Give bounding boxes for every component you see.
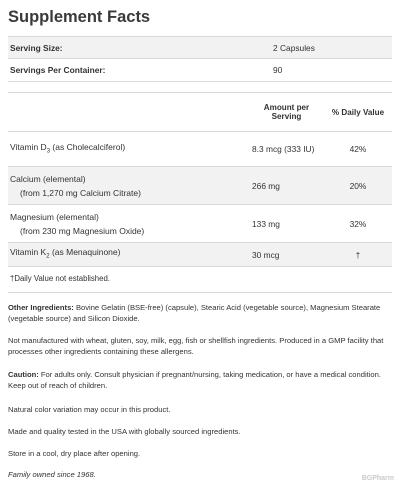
color-note: Natural color variation may occur in this product.: [8, 405, 171, 414]
nutrient-row: [8, 131, 392, 166]
nutrient-amount: 266 mg: [252, 180, 280, 191]
other-ingredients: Other Ingredients: Bovine Gelatin (BSE-free) (capsule), Stearic Acid (vegetable source), Magnesium Stearate (vegetable source) and Silicon Dioxide.: [8, 303, 381, 324]
dv-header: % Daily Value: [331, 107, 385, 117]
nutrient-row: [8, 204, 392, 242]
nutrient-row: [8, 166, 392, 204]
nutrient-amount: 133 mg: [252, 218, 280, 229]
made-note: Made and quality tested in the USA with globally sourced ingredients.: [8, 427, 241, 436]
nutrient-row: [8, 242, 392, 267]
page-title: Supplement Facts: [8, 8, 151, 26]
servings-row: [8, 58, 392, 81]
amount-header: Amount per Serving: [263, 103, 310, 121]
servings-value: 90: [273, 65, 283, 75]
serving-size-label: Serving Size:: [10, 42, 63, 53]
watermark: BGPharm: [361, 475, 394, 482]
store-note: Store in a cool, dry place after opening.: [8, 449, 141, 458]
servings-label: Servings Per Container:: [10, 65, 106, 75]
nutrient-name: Vitamin $D_3$ (as Cholecalciferol): [10, 141, 126, 155]
footnote: †Daily Value not established.: [8, 267, 392, 293]
nutrient-amount: 30 mcg: [252, 249, 280, 260]
nutrient-dv: 20%: [349, 180, 367, 191]
facts-table: [8, 36, 392, 293]
nutrient-dv: †: [355, 249, 361, 260]
serving-size-value: 2 Capsules: [273, 42, 315, 53]
nutrient-name: Vitamin $K_2$ (as Menaquinone): [10, 247, 121, 260]
caution-note: Caution: For adults only. Consult physician if pregnant/nursing, taking medication, or have a medical condition. Keep out of reach of children.: [8, 370, 381, 391]
column-header-row: [8, 92, 392, 131]
allergen-note: Not manufactured with wheat, gluten, soy, milk, egg, fish or shellfish ingredients. Produced in a GMP facility that processes other ingredients containing these allergens.: [8, 336, 384, 357]
nutrient-dv: 42%: [349, 144, 367, 154]
nutrient-dv: 32%: [349, 218, 367, 229]
nutrient-name: Calcium (elemental) (from 1,270 mg Calcium Citrate): [10, 173, 141, 198]
family-note: Family owned since 1968.: [8, 470, 96, 479]
serving-size-row: [8, 36, 392, 58]
nutrient-name: Magnesium (elemental) (from 230 mg Magnesium Oxide): [10, 211, 145, 236]
nutrient-amount: 8.3 mcg (333 IU): [252, 144, 315, 154]
